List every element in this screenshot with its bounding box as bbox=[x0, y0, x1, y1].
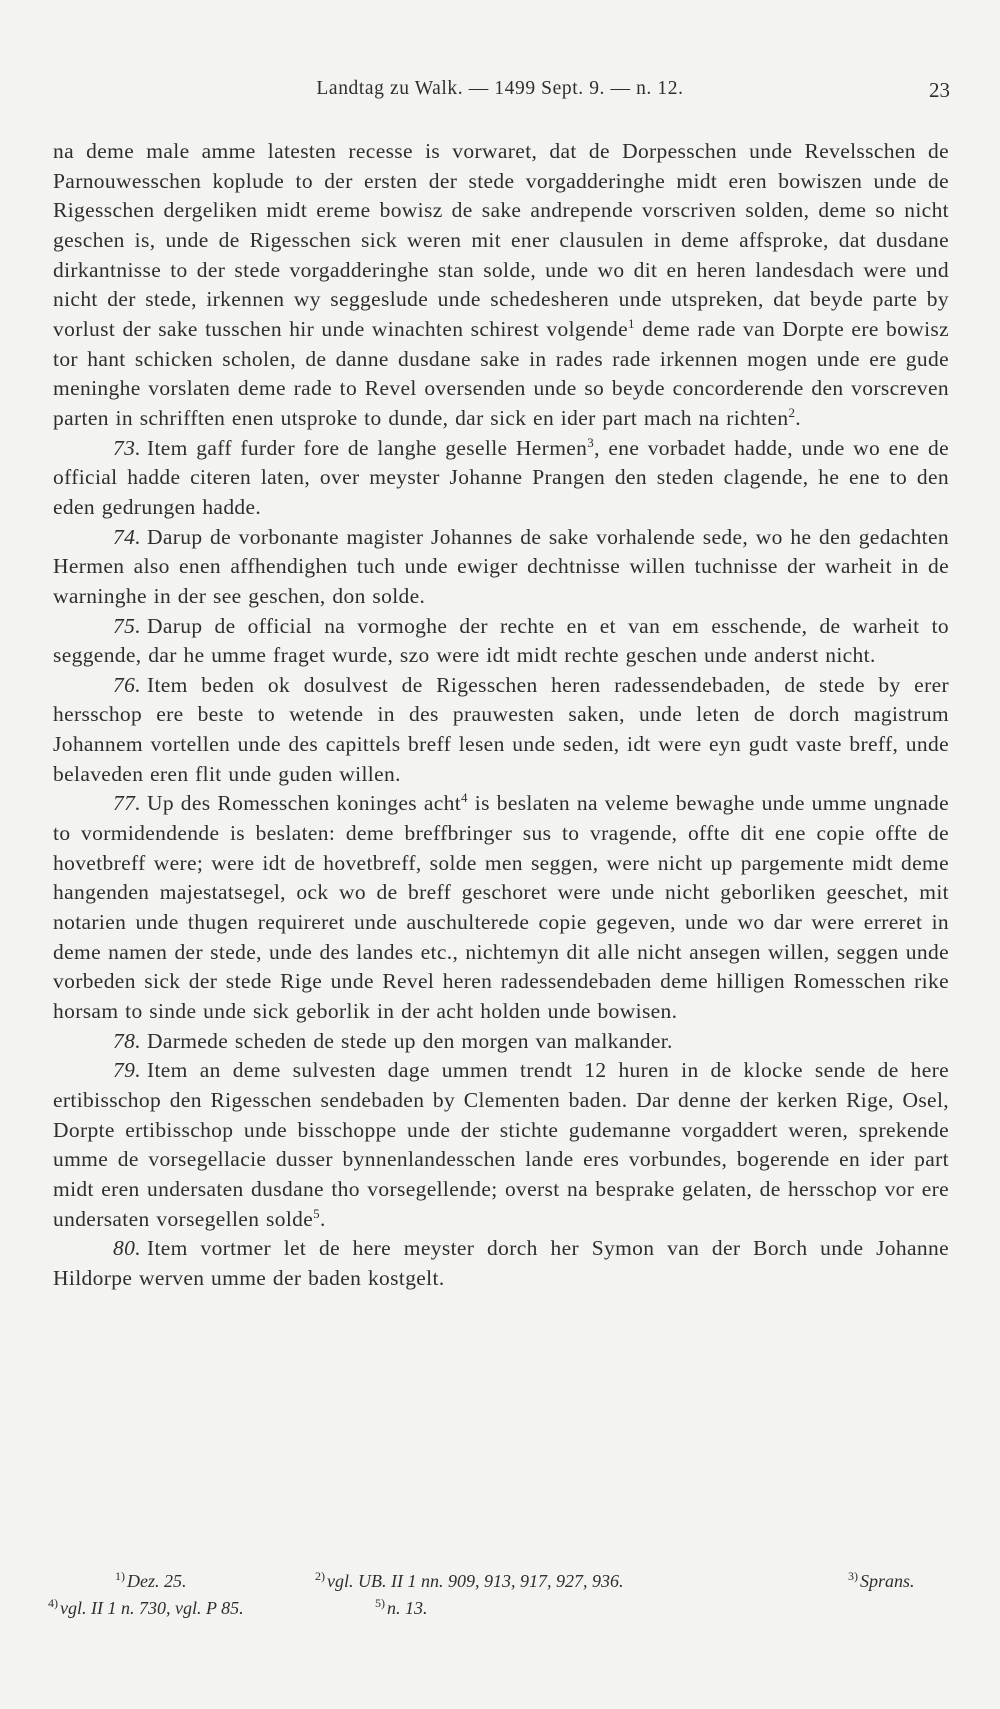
paragraph-number: 77. bbox=[113, 791, 141, 816]
footnotes bbox=[48, 1568, 949, 1622]
paragraph-text: Up des Romesschen koninges acht bbox=[146, 791, 462, 816]
intro-text: na deme male amme latesten recesse is vorwaret, dat de Dorpesschen unde Revelsschen de Parnouwesschen koplude to der ersten der stede vorgadderinghe midt eren bowiszen unde de Rigesschen dergeliken midt ereme bowisz de sake andrepende vorscriven solden, deme so nicht geschen is, unde de Rigesschen sick weren mit ener clausulen in deme affsproke, dat dusdane dirkantnisse to der stede vorgadderinghe stan solde, unde wo dit en heren landesdach were und nicht der stede, irkennen wy seggeslude unde schedesheren unde utspreken, dat beyde parte by vorlust der sake tusschen hir unde winachten schirest volgende bbox=[53, 139, 949, 341]
paragraph-text-b: . bbox=[320, 1206, 326, 1231]
footnote-4 bbox=[48, 1595, 244, 1622]
footnote-text: Dez. 25. bbox=[127, 1571, 187, 1591]
footnote-line-2 bbox=[48, 1595, 949, 1622]
paragraph-text: Darup de official na vormoghe der rechte en et van em esschende, de warheit to seggende, dar he umme fraget wurde, szo were idt midt rechte geschen unde anderst nicht. bbox=[53, 613, 949, 668]
running-head-title: Landtag zu Walk. — 1499 Sept. 9. — n. 12. bbox=[316, 78, 684, 99]
page-number: 23 bbox=[929, 78, 950, 102]
footnote-5 bbox=[375, 1595, 428, 1622]
paragraph-79 bbox=[53, 1056, 949, 1234]
footnote-ref-3: 3 bbox=[587, 434, 595, 450]
footnote-ref-5: 5 bbox=[313, 1205, 321, 1221]
paragraph-number: 75. bbox=[113, 613, 141, 638]
body-text bbox=[53, 137, 949, 1294]
paragraph-number: 76. bbox=[113, 672, 141, 697]
footnote-mark: 1) bbox=[115, 1569, 125, 1583]
paragraph-74 bbox=[53, 523, 949, 612]
paragraph-77 bbox=[53, 789, 949, 1026]
footnote-mark: 5) bbox=[375, 1596, 385, 1610]
footnote-3 bbox=[848, 1568, 915, 1595]
footnote-mark: 3) bbox=[848, 1569, 858, 1583]
footnote-text: n. 13. bbox=[387, 1598, 428, 1618]
footnote-mark: 2) bbox=[315, 1569, 325, 1583]
footnote-ref-1: 1 bbox=[627, 315, 635, 331]
paragraph-text: Item vortmer let de here meyster dorch her Symon van der Borch unde Johanne Hildorpe werven umme der baden kostgelt. bbox=[53, 1236, 949, 1290]
paragraph-number: 80. bbox=[113, 1236, 141, 1261]
paragraph-80 bbox=[53, 1234, 949, 1293]
paragraph-78 bbox=[53, 1027, 949, 1057]
footnote-text: vgl. UB. II 1 nn. 909, 913, 917, 927, 936. bbox=[327, 1571, 624, 1591]
intro-paragraph bbox=[53, 137, 949, 434]
footnote-2 bbox=[315, 1568, 623, 1595]
paragraph-number: 73. bbox=[113, 435, 141, 460]
footnote-text: Sprans. bbox=[860, 1571, 915, 1591]
footnote-line-1 bbox=[53, 1568, 949, 1595]
paragraph-73 bbox=[53, 434, 949, 523]
paragraph-number: 79. bbox=[113, 1058, 141, 1083]
paragraph-text: Item beden ok dosulvest de Rigesschen heren radessendebaden, de stede by erer hersschop ere beste to wetende in des prauwesten saken, unde leten de dorch magistrum Johannem vortellen unde des capittels breff lesen unde seden, idt were eyn gudt vaste breff, unde belaveden eren flit unde guden willen. bbox=[53, 672, 949, 786]
paragraph-76 bbox=[53, 671, 949, 790]
footnote-ref-4: 4 bbox=[461, 790, 468, 806]
paragraph-75 bbox=[53, 612, 949, 671]
paragraph-number: 78. bbox=[113, 1028, 141, 1053]
running-head bbox=[0, 78, 1000, 108]
paragraph-text: Item an deme sulvesten dage ummen trendt 12 huren in de klocke sende de here ertibisschop den Rigesschen sendebaden by Clementen baden. Dar denne der kerken Rige, Osel, Dorpte ertibisschop unde bisschoppe unde der stichte gudemanne vorgaddert weren, sprekende umme de vorsegellacie dusser bynnenlandesschen lande eres vorbundes, bogerende en ider part midt eren undersaten dusdane tho vorsegellende; overst na besprake gelaten, de hersschop vor ere undersaten vorsegellen solde bbox=[53, 1058, 949, 1231]
paragraph-text: Item gaff furder fore de langhe geselle Hermen bbox=[146, 435, 588, 460]
paragraph-text-b: is beslaten na veleme bewaghe unde umme ungnade to vormidendende is beslaten: deme breffbringer sus to vragende, offte dit ene copie offte de hovetbreff were; were idt de hovetbreff, solde men seggen, were nicht up pargemente midt deme hangenden majestatsegel, ock wo de breff geschoret were unde nicht geborliken geeschet, mit notarien unde thugen requireret unde auschulterede copie gegeven, unde wo dar were erreret in deme namen der stede, unde des landes etc., nichtemyn dit alle nicht ansegen willen, seggen unde vorbeden sick der stede Rige unde Revel heren radessendebaden deme hilligen Romesschen rike horsam to sinde unde sick geborlik in der acht holden unde bowisen. bbox=[53, 791, 949, 1024]
footnote-ref-2: 2 bbox=[788, 404, 796, 420]
footnote-1 bbox=[115, 1568, 187, 1595]
intro-text-b: deme rade van Dorpte ere bowisz tor hant schicken scholen, de danne dusdane sake in rades rade irkennen mogen unde ere gude meninghe vorslaten deme rade to Revel oversenden unde so beyde concorderende den vorscreven parten in schrifften enen utsproke to dunde, dar sick en ider part mach na richten bbox=[53, 316, 950, 430]
footnote-mark: 4) bbox=[48, 1596, 58, 1610]
intro-text-end: . bbox=[795, 405, 802, 430]
footnote-text: vgl. II 1 n. 730, vgl. P 85. bbox=[60, 1598, 244, 1618]
paragraph-text: Darup de vorbonante magister Johannes de sake vorhalende sede, wo he den gedachten Hermen also enen affhendighen tuch unde ewiger dechtnisse willen tuchnisse der warheit in de warninghe in der see geschen, don solde. bbox=[53, 524, 949, 608]
paragraph-text: Darmede scheden de stede up den morgen van malkander. bbox=[146, 1028, 673, 1053]
paragraph-text-b: , ene vorbadet hadde, unde wo ene de official hadde citeren laten, over meyster Johanne Prangen den steden clagende, he ene to den eden gedrungen hadde. bbox=[53, 435, 949, 519]
paragraph-number: 74. bbox=[113, 524, 141, 549]
